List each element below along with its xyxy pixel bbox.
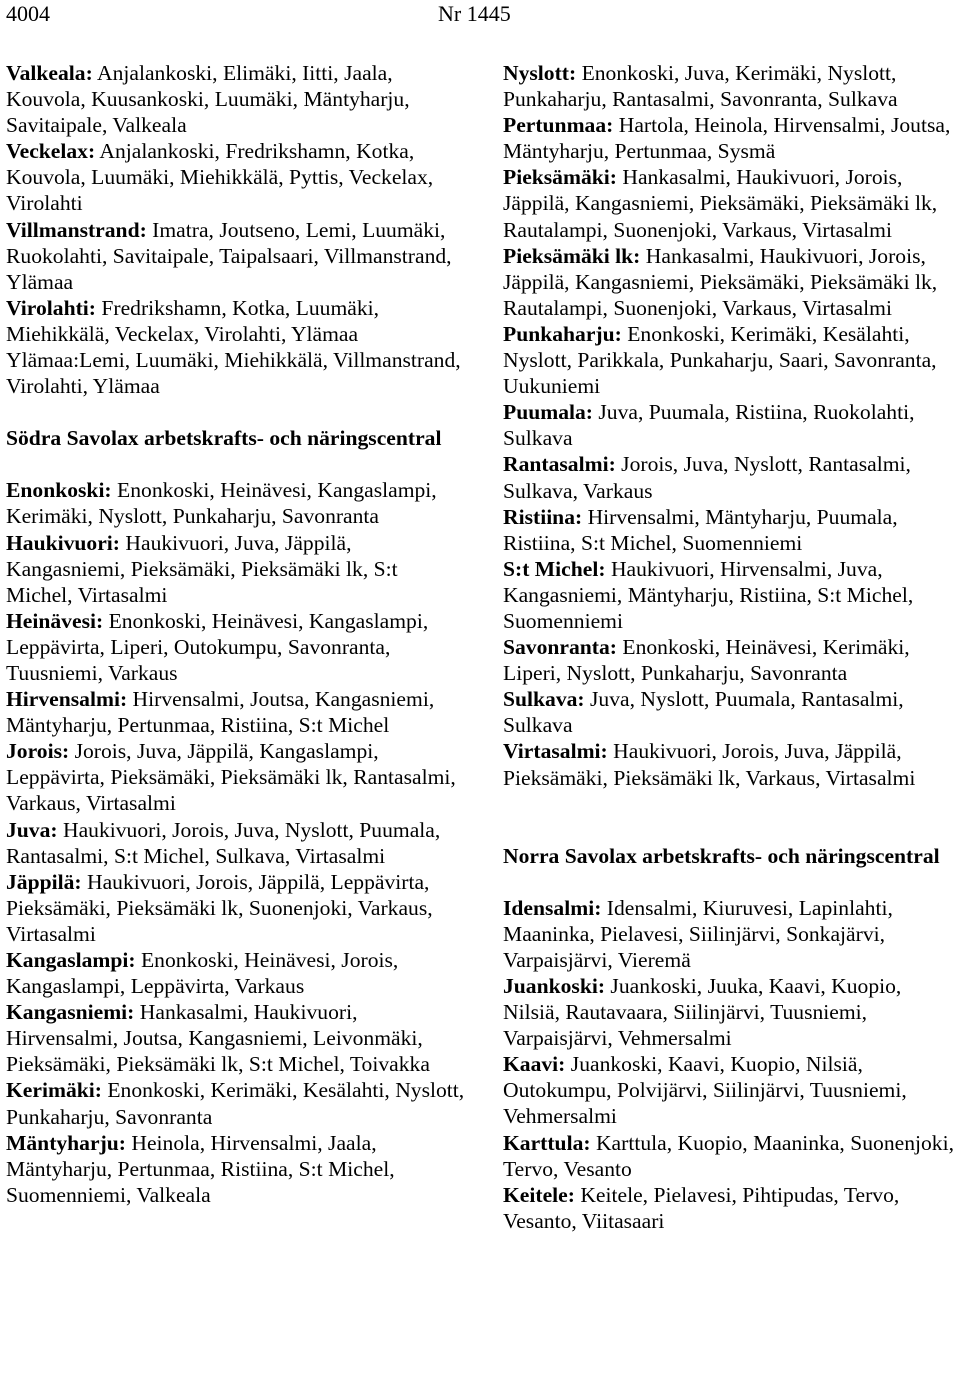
municipality-entry [503,895,960,973]
entry-name: Kaavi: [503,1052,566,1077]
entry-text: Haukivuori, Juva, Jäppilä, Kangasniemi, Pieksämäki, Pieksämäki lk, S:t Michel, Virtasalmi [6,530,398,607]
left-entries-bottom [6,477,466,1208]
municipality-entry [6,869,466,947]
municipality-entry [503,1182,960,1234]
entry-name: Kangasniemi: [6,1000,135,1025]
entry-text: Heinola, Hirvensalmi, Jaala, Mäntyharju, Pertunmaa, Ristiina, S:t Michel, Suomenniemi, Valkeala [6,1130,395,1207]
entry-text: Haukivuori, Jorois, Juva, Jäppilä, Pieksämäki, Pieksämäki lk, Varkaus, Virtasalmi [503,739,916,790]
municipality-entry [503,1051,960,1129]
municipality-entry [6,477,466,529]
municipality-entry [6,217,466,295]
entry-text: Juva, Nyslott, Puumala, Rantasalmi, Sulkava [503,687,904,738]
municipality-entry [6,1130,466,1208]
entry-text: Enonkoski, Heinävesi, Kerimäki, Liperi, Nyslott, Punkaharju, Savonranta [503,635,910,686]
entry-text: Hankasalmi, Haukivuori, Jorois, Jäppilä, Kangasniemi, Pieksämäki, Pieksämäki lk, Rautalampi, Suonenjoki, Varkaus, Virtasalmi [503,165,938,242]
municipality-entry [6,686,466,738]
entry-name: Savonranta: [503,635,617,660]
entry-text: Enonkoski, Heinävesi, Kangaslampi, Leppävirta, Liperi, Outokumpu, Savonranta, Tuusniemi, Varkaus [6,608,429,685]
left-column [6,60,466,1208]
entry-text: Enonkoski, Juva, Kerimäki, Nyslott, Punkaharju, Rantasalmi, Savonranta, Sulkava [503,61,898,112]
entry-name: Jorois: [6,739,70,764]
entry-text: Hirvensalmi, Joutsa, Kangasniemi, Mäntyharju, Pertunmaa, Ristiina, S:t Michel [6,687,435,738]
entry-name: Punkaharju: [503,321,622,346]
page-number: 4004 [6,1,50,26]
entry-text: Juva, Puumala, Ristiina, Ruokolahti, Sulkava [503,400,915,451]
entry-name: Idensalmi: [503,895,602,920]
municipality-entry [503,686,960,738]
entry-text: Haukivuori, Jorois, Jäppilä, Leppävirta, Pieksämäki, Pieksämäki lk, Suonenjoki, Varkaus, Virtasalmi [6,869,433,946]
entry-name: Villmanstrand: [6,217,147,242]
entry-text: Juankoski, Juuka, Kaavi, Kuopio, Nilsiä, Rautavaara, Siilinjärvi, Tuusniemi, Varpaisjärvi, Vehmersalmi [503,974,902,1051]
entry-text: Karttula, Kuopio, Maaninka, Suonenjoki, Tervo, Vesanto [503,1130,954,1181]
entry-text: Haukivuori, Jorois, Juva, Nyslott, Puumala, Rantasalmi, S:t Michel, Sulkava, Virtasalmi [6,817,441,868]
entry-name: Kerimäki: [6,1078,102,1103]
municipality-entry [6,347,466,399]
entry-name: Jäppilä: [6,869,82,894]
right-entries-top [503,60,960,791]
municipality-entry [6,295,466,347]
municipality-entry [503,60,960,112]
entry-name: Kangaslampi: [6,948,136,972]
entry-text: Hankasalmi, Haukivuori, Jorois, Jäppilä, Kangasniemi, Pieksämäki, Pieksämäki lk, Rautalampi, Suonenjoki, Varkaus, Virtasalmi [503,243,938,320]
entry-name: Haukivuori: [6,530,120,555]
entry-text: Enonkoski, Kerimäki, Kesälahti, Nyslott, Parikkala, Punkaharju, Saari, Savonranta, Uukuniemi [503,321,937,399]
entry-text: Idensalmi, Kiuruvesi, Lapinlahti, Maaninka, Pielavesi, Siilinjärvi, Sonkajärvi, Varpaisjärvi, Vieremä [503,895,893,972]
municipality-entry [6,530,466,608]
entry-text: Enonkoski, Heinävesi, Jorois, Kangaslampi, Leppävirta, Varkaus [6,948,399,999]
municipality-entry [503,243,960,321]
municipality-entry [6,60,466,138]
entry-text: Hartola, Heinola, Hirvensalmi, Joutsa, Mäntyharju, Pertunmaa, Sysmä [503,113,951,164]
entry-name: Heinävesi: [6,608,104,633]
entry-text: Fredrikshamn, Kotka, Luumäki, Miehikkälä, Veckelax, Virolahti, Ylämaa [6,295,380,346]
entry-name: Virtasalmi: [503,739,608,764]
municipality-entry [503,112,960,164]
entry-text: Hankasalmi, Haukivuori, Hirvensalmi, Joutsa, Kangasniemi, Leivonmäki, Pieksämäki, Pieksämäki lk, S:t Michel, Toivakka [6,1000,430,1077]
section-title-sodra-savolax: Södra Savolax arbetskrafts- och näringscentral [6,426,442,451]
entry-text: Jorois, Juva, Nyslott, Rantasalmi, Sulkava, Varkaus [503,452,911,503]
municipality-entry [6,738,466,816]
municipality-entry [6,817,466,869]
municipality-entry [6,608,466,686]
entry-name: Juankoski: [503,974,606,998]
entry-name: Sulkava: [503,687,585,712]
entry-text: Imatra, Joutseno, Lemi, Luumäki, Ruokolahti, Savitaipale, Taipalsaari, Villmanstrand, Ylämaa [6,217,452,294]
section-title-norra-savolax: Norra Savolax arbetskrafts- och näringscentral [503,843,940,868]
municipality-entry [503,738,960,790]
entry-name: Hirvensalmi: [6,687,128,712]
municipality-entry [503,451,960,503]
entry-name: Ristiina: [503,504,583,529]
right-column [503,60,960,1234]
document-number: Nr 1445 [438,1,511,26]
entry-text: Anjalankoski, Fredrikshamn, Kotka, Kouvola, Luumäki, Miehikkälä, Pyttis, Veckelax, Virolahti [6,139,434,216]
municipality-entry [503,164,960,242]
entry-text: Anjalankoski, Elimäki, Iitti, Jaala, Kouvola, Kuusankoski, Luumäki, Mäntyharju, Savitaipale, Valkeala [6,61,410,138]
entry-name: Virolahti: [6,295,96,320]
entry-text: Ylämaa:Lemi, Luumäki, Miehikkälä, Villmanstrand, Virolahti, Ylämaa [6,348,461,399]
municipality-entry [6,947,466,999]
municipality-entry [503,504,960,556]
entry-name: Pertunmaa: [503,113,614,138]
entry-name: Valkeala: [6,61,93,85]
entry-name: Mäntyharju: [6,1130,126,1155]
left-entries-top [6,60,466,399]
entry-name: Veckelax: [6,139,96,164]
entry-text: Juankoski, Kaavi, Kuopio, Nilsiä, Outokumpu, Polvijärvi, Siilinjärvi, Tuusniemi, Vehmersalmi [503,1052,907,1129]
municipality-entry [503,634,960,686]
page-header [0,0,960,40]
entry-name: Enonkoski: [6,478,112,503]
entry-name: Puumala: [503,400,593,425]
entry-text: Enonkoski, Kerimäki, Kesälahti, Nyslott, Punkaharju, Savonranta [6,1078,465,1129]
entry-name: Karttula: [503,1130,591,1155]
municipality-entry [503,399,960,451]
entry-name: Juva: [6,817,58,842]
entry-name: S:t Michel: [503,556,606,581]
municipality-entry [503,1130,960,1182]
entry-text: Haukivuori, Hirvensalmi, Juva, Kangasniemi, Mäntyharju, Ristiina, S:t Michel, Suomenniemi [503,556,914,633]
entry-text: Hirvensalmi, Mäntyharju, Puumala, Ristiina, S:t Michel, Suomenniemi [503,504,898,555]
municipality-entry [6,1077,466,1129]
municipality-entry [503,973,960,1051]
entry-name: Rantasalmi: [503,452,616,477]
entry-name: Nyslott: [503,61,577,85]
municipality-entry [6,138,466,216]
entry-name: Pieksämäki lk: [503,243,641,268]
right-entries-bottom [503,895,960,1234]
entry-name: Keitele: [503,1182,575,1207]
municipality-entry [503,556,960,634]
entry-text: Enonkoski, Heinävesi, Kangaslampi, Kerimäki, Nyslott, Punkaharju, Savonranta [6,478,437,529]
entry-text: Keitele, Pielavesi, Pihtipudas, Tervo, Vesanto, Viitasaari [503,1182,900,1233]
municipality-entry [503,321,960,399]
entry-text: Jorois, Juva, Jäppilä, Kangaslampi, Leppävirta, Pieksämäki, Pieksämäki lk, Rantasalmi, Varkaus, Virtasalmi [6,739,456,816]
entry-name: Pieksämäki: [503,165,617,190]
municipality-entry [6,999,466,1077]
